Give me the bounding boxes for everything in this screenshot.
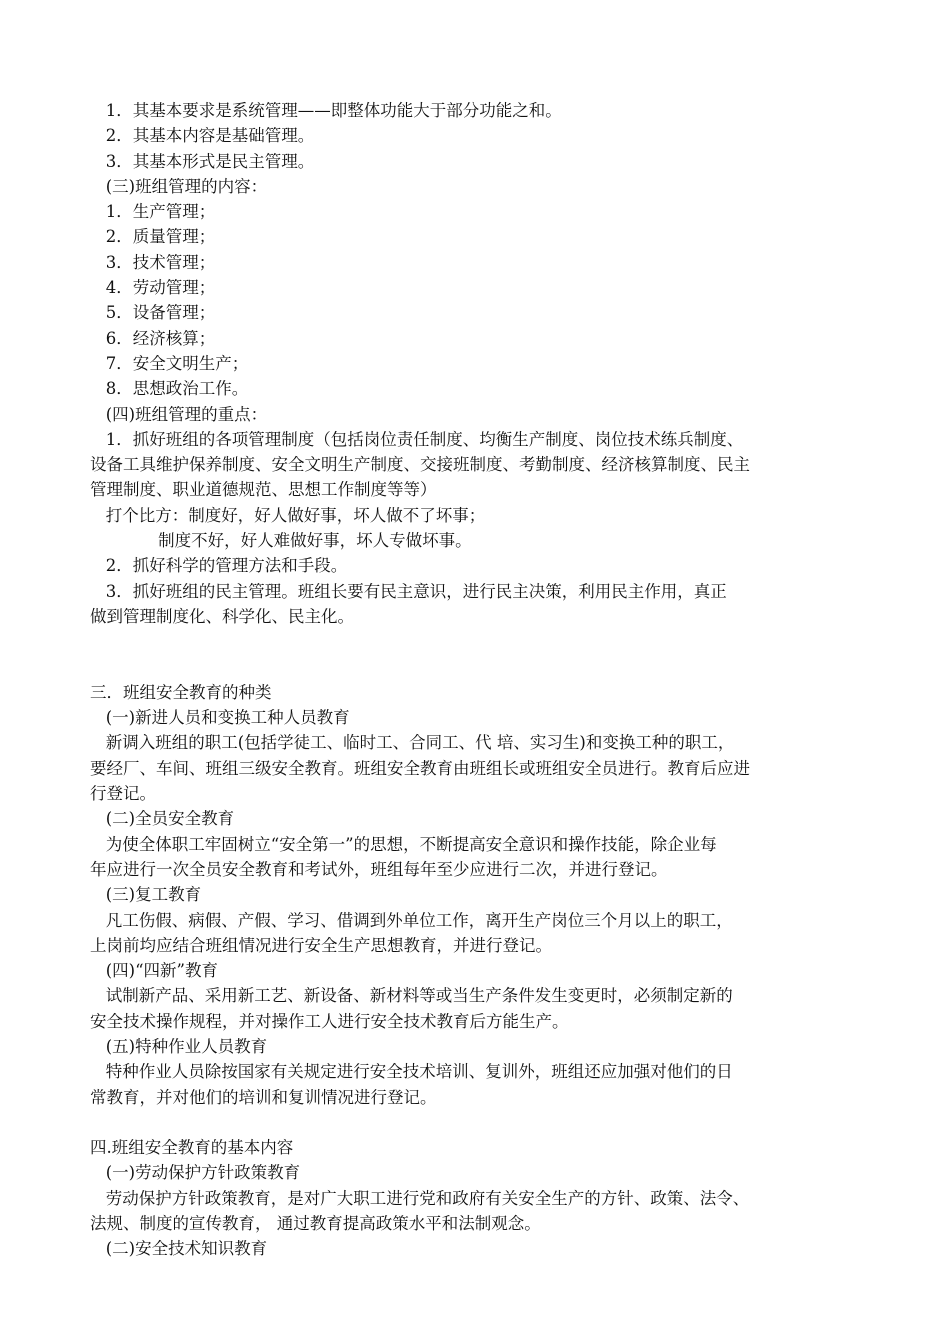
list-item: 4．劳动管理； bbox=[90, 278, 216, 298]
list-item: 2．质量管理； bbox=[90, 227, 216, 247]
text-line: 凡工伤假、病假、产假、学习、借调到外单位工作，离开生产岗位三个月以上的职工， bbox=[90, 910, 733, 930]
section-heading: (五)特种作业人员教育 bbox=[90, 1036, 268, 1056]
text-line: 做到管理制度化、科学化、民主化。 bbox=[90, 606, 354, 626]
list-item: 8．思想政治工作。 bbox=[90, 379, 249, 399]
text-line: 1．其基本要求是系统管理——即整体功能大于部分功能之和。 bbox=[90, 101, 562, 120]
text-line: 2．抓好科学的管理方法和手段。 bbox=[90, 556, 348, 576]
text-line: 年应进行一次全员安全教育和考试外，班组每年至少应进行二次，并进行登记。 bbox=[90, 859, 668, 879]
text-line: 1．抓好班组的各项管理制度（包括岗位责任制度、均衡生产制度、岗位技术练兵制度、 bbox=[90, 429, 744, 449]
text-line: 要经厂、车间、班组三级安全教育。班组安全教育由班组长或班组安全员进行。教育后应进 bbox=[90, 758, 750, 778]
text-line: 劳动保护方针政策教育，是对广大职工进行党和政府有关安全生产的方针、政策、法令、 bbox=[90, 1188, 750, 1208]
text-line: 试制新产品、采用新工艺、新设备、新材料等或当生产条件发生变更时，必须制定新的 bbox=[90, 986, 733, 1006]
section-heading: (三)班组管理的内容： bbox=[90, 176, 268, 196]
text-line: 制度不好，好人难做好事，坏人专做坏事。 bbox=[90, 531, 472, 551]
text-line: 3．抓好班组的民主管理。班组长要有民主意识，进行民主决策，利用民主作用，真正 bbox=[90, 581, 727, 601]
spacer bbox=[90, 1110, 870, 1135]
section-heading: (四)“四新”教育 bbox=[90, 961, 218, 981]
section-heading: (一)劳动保护方针政策教育 bbox=[90, 1163, 301, 1183]
list-item: 3．技术管理； bbox=[90, 252, 216, 272]
text-line: 打个比方：制度好，好人做好事，坏人做不了坏事； bbox=[90, 505, 486, 525]
list-item: 5．设备管理； bbox=[90, 303, 216, 323]
list-item: 6．经济核算； bbox=[90, 328, 216, 348]
section-heading: (四)班组管理的重点： bbox=[90, 404, 268, 424]
spacer bbox=[90, 629, 870, 680]
section-heading: (三)复工教育 bbox=[90, 885, 202, 905]
text-line: 行登记。 bbox=[90, 784, 156, 804]
text-line: 法规、制度的宣传教育， 通过教育提高政策水平和法制观念。 bbox=[90, 1214, 541, 1234]
list-item: 1．生产管理； bbox=[90, 202, 216, 222]
section-heading: (二)安全技术知识教育 bbox=[90, 1239, 268, 1259]
document-body bbox=[90, 98, 870, 1262]
text-line: 上岗前均应结合班组情况进行安全生产思想教育，并进行登记。 bbox=[90, 935, 552, 955]
text-line: 为使全体职工牢固树立“安全第一”的思想，不断提高安全意识和操作技能，除企业每 bbox=[90, 834, 717, 854]
text-line: 特种作业人员除按国家有关规定进行安全技术培训、复训外，班组还应加强对他们的日 bbox=[90, 1062, 733, 1082]
text-line: 2．其基本内容是基础管理。 bbox=[90, 126, 315, 146]
chapter-heading: 三．班组安全教育的种类 bbox=[90, 682, 272, 702]
text-line: 安全技术操作规程，并对操作工人进行安全技术教育后方能生产。 bbox=[90, 1011, 569, 1031]
section-heading: (一)新进人员和变换工种人员教育 bbox=[90, 708, 350, 728]
text-line: 3．其基本形式是民主管理。 bbox=[90, 151, 315, 171]
text-line: 管理制度、职业道德规范、思想工作制度等等） bbox=[90, 480, 437, 500]
text-line: 常教育，并对他们的培训和复训情况进行登记。 bbox=[90, 1087, 437, 1107]
list-item: 7．安全文明生产； bbox=[90, 353, 249, 373]
chapter-heading: 四.班组安全教育的基本内容 bbox=[90, 1138, 294, 1158]
text-line: 新调入班组的职工(包括学徒工、临时工、合同工、代 培、实习生)和变换工种的职工， bbox=[90, 733, 735, 753]
section-heading: (二)全员安全教育 bbox=[90, 809, 235, 829]
text-line: 设备工具维护保养制度、安全文明生产制度、交接班制度、考勤制度、经济核算制度、民主 bbox=[90, 455, 750, 475]
